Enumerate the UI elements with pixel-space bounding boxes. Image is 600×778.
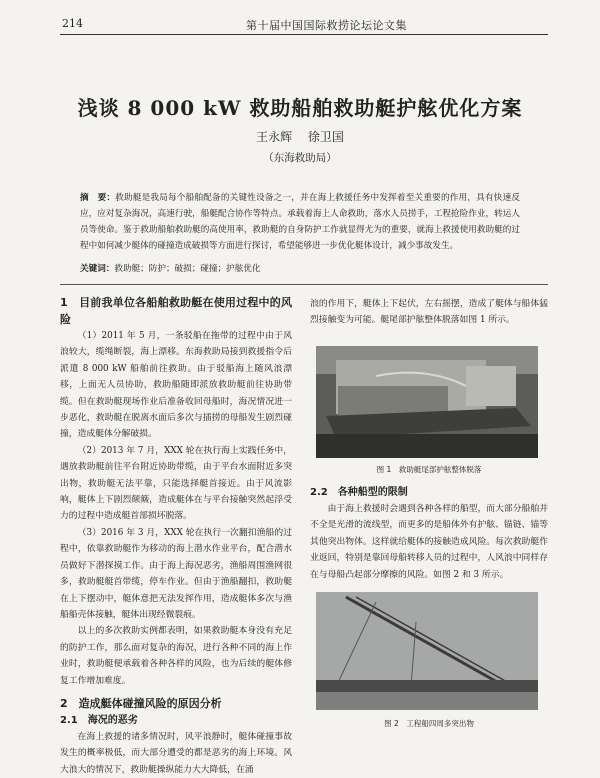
- right-column: [310, 296, 548, 329]
- section2-1-heading: 2.1 海况的恶劣: [60, 714, 138, 726]
- affiliation: （东海救助局）: [263, 152, 337, 164]
- abstract-rule: [60, 284, 548, 285]
- section2-1-continued: 浪的作用下，艇体上下起伏，左右摇摆，造成了艇体与船体猛烈接触变为可能。艇尾部护舷整体脱落如图 1 所示。: [310, 299, 548, 326]
- figure-2-image: [316, 592, 538, 710]
- page-number: 214: [62, 17, 83, 30]
- figure-1-photo: [316, 346, 538, 458]
- paper-title: 浅谈 8 000 kW 救助船舶救助艇护舷优化方案: [77, 96, 523, 120]
- section2-2-text: 由于海上救援时会遇到各种各样的船型，而大部分船舶并不全是光滑的流线型，而更多的是船体外有护舷、锚链、锚等其他突出物体。这样就给艇体的接触造成风险。每次救助艇作业返回，特别是靠回母船转移人员的过程中，人风浪中同样存在与母船凸起部分摩擦的风险。如图 2 和 3 所示。: [310, 504, 548, 580]
- header-rule: [60, 34, 548, 35]
- section2-heading: 2 造成艇体碰撞风险的原因分析: [60, 696, 222, 710]
- section1-paragraph-2: （2）2013 年 7 月，XXX 轮在执行海上实践任务中，遇放救助艇前往平台附近协助带缆，由于平台水面附近多突出物，救助艇无法平靠，只能选择艇首接近。由于风流影响，艇体上下剧烈颠簸，造成艇体在与平台接触突然起浮受力的过程中造成艇首部损坏脱落。: [60, 445, 292, 522]
- section1-heading: 1 目前我单位各船舶救助艇在使用过程中的风险: [60, 296, 292, 326]
- figure-1-caption: 图 1 救助艇尾部护舷整体脱落: [376, 465, 482, 474]
- abstract-label: 摘 要：: [80, 193, 116, 203]
- section1-paragraph-4: 以上的多次救助实例都表明，如果救助艇本身没有充足的防护工作，那么面对复杂的海况，进行各种不同的海上作业时，救助艇便承载着各种各样的风险，也为后续的艇体修复工作增加难度。: [60, 626, 292, 686]
- figure-2-caption: 图 2 工程船四周多突出物: [384, 719, 474, 728]
- abstract: [80, 190, 520, 254]
- right-column-lower: [310, 484, 548, 583]
- running-header: 第十届中国国际救捞论坛论文集: [246, 19, 407, 32]
- figure-2-photo: [316, 592, 538, 710]
- section2-2-heading: 2.2 各种船型的限制: [310, 487, 408, 498]
- section1-paragraph-3: （3）2016 年 3 月，XXX 轮在执行一次翻扣渔船的过程中，依靠救助艇作为移动的海上潜水作业平台，配合潜水员做好下潜探摸工作。由于海上海况恶劣，渔船周围渔网很多，救助艇艇首带缆，停车作业。但由于渔船翻扣，救助艇在上下摆动中，艇体意把无法发挥作用，造成艇体多次与渔船船壳体接触，艇体出现经微裂痕。: [60, 527, 292, 620]
- section2-1-text: 在海上救援的诸多情况时，风平浪静时，艇体碰撞事故发生的概率极低，而大部分遭受的都是恶劣的海上环境。风大浪大的情况下，救助艇操纵能力大大降低，在涌: [60, 731, 292, 775]
- keywords-label: 关键词：: [80, 264, 115, 274]
- figure-1-image: [316, 346, 538, 458]
- keywords-text: 救助艇；防护；破损；碰撞；护舷优化: [114, 264, 261, 274]
- authors: 王永辉 徐卫国: [256, 130, 344, 144]
- left-column: [60, 294, 292, 778]
- abstract-text: 救助艇是我局每个船舶配备的关键性设备之一，并在海上救援任务中发挥着至关重要的作用，具有快速反应，应对复杂海况，高速行驶，船艇配合协作等特点。承载着海上人命救助，落水人员捞手，工程抢险作业，转运人员等使命。鉴于救助船舶救助艇的高使用率，救助艇的自身防护工作就显得尤为的重要，就海上救援使用救助艇的过程中如何减少艇体的碰撞造成破损等方面进行探讨，希望能够进一步优化艇体设计，减少事故发生。: [80, 193, 520, 251]
- keywords: [80, 262, 520, 274]
- section1-paragraph-1: （1）2011 年 5 月，一条驳船在拖带的过程中由于风浪较大，缆绳断裂，海上漂移。东海救助局接到救援指令后派遣 8 000 kW 船舶前往救助。由于驳船海上随风浪漂移，上面无人员协助，救助船随即派放救助艇前往协助带缆。但在救助艇现场作业后准备收回母船时，海况情况进一步恶化，救助艇在脱离水面后多次与插捞的母船发生剧烈碰撞，造成艇体分解破损。: [60, 331, 292, 440]
